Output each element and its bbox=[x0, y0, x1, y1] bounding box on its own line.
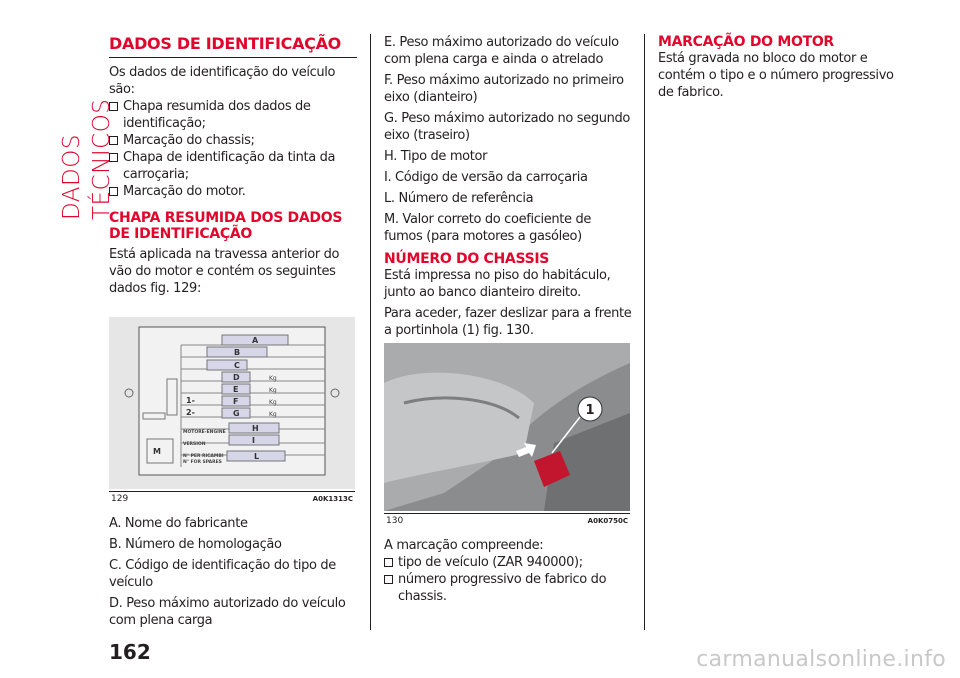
plate-field-d: D bbox=[233, 373, 240, 382]
unit-kg: Kg bbox=[269, 399, 277, 406]
plate-field-i: I bbox=[252, 436, 255, 445]
intro-text: Os dados de identificação do veículo são: bbox=[109, 65, 336, 97]
unit-kg: Kg bbox=[269, 411, 277, 418]
list-item: I. Código de versão da carroçaria bbox=[384, 170, 588, 185]
column-divider bbox=[644, 34, 645, 630]
page-number: 162 bbox=[109, 640, 151, 664]
body-text: Está aplicada na travessa anterior do vão do motor e contém os seguintes dados fig. 129: bbox=[109, 247, 340, 296]
plate-label: MOTORE-ENGINE bbox=[183, 430, 226, 435]
plate-field-f: F bbox=[233, 397, 239, 406]
list-item: G. Peso máximo autorizado no segundo eixo (traseiro) bbox=[384, 111, 631, 143]
list-item: número progressivo de fabrico do chassis. bbox=[384, 571, 632, 605]
column-1 bbox=[109, 34, 357, 629]
list-item: L. Número de referência bbox=[384, 191, 534, 206]
list-item: Marcação do motor. bbox=[109, 183, 357, 200]
axle-label-1: 1- bbox=[186, 396, 195, 405]
list-item: B. Número de homologação bbox=[109, 537, 282, 552]
column-2 bbox=[384, 34, 632, 605]
plate-field-h: H bbox=[252, 424, 259, 433]
body-text: Está impressa no piso do habitáculo, junto ao banco dianteiro direito. bbox=[384, 268, 611, 300]
list-item: Marcação do chassis; bbox=[109, 132, 357, 149]
plate-field-l: L bbox=[254, 452, 260, 461]
callout-number: 1 bbox=[585, 403, 595, 418]
plate-label: VERSION bbox=[183, 442, 206, 447]
figure-caption bbox=[384, 513, 630, 530]
column-divider bbox=[370, 34, 371, 630]
unit-kg: Kg bbox=[269, 375, 277, 382]
body-text: Está gravada no bloco do motor e contém o tipo e o número progressivo de fabrico. bbox=[658, 51, 894, 100]
figure-code: A0K0750C bbox=[587, 517, 628, 525]
side-section-title: DADOS TÉCNICOS bbox=[59, 98, 115, 220]
plate-field-a: A bbox=[252, 336, 259, 345]
figure-caption bbox=[109, 491, 355, 508]
figure-code: A0K1313C bbox=[312, 495, 353, 503]
figure-number: 130 bbox=[386, 516, 404, 526]
list-item: Chapa resumida dos dados de identificação; bbox=[109, 98, 357, 132]
figure-129 bbox=[109, 317, 355, 504]
body-text: A marcação compreende: bbox=[384, 538, 544, 553]
list-item: E. Peso máximo autorizado do veículo com plena carga e ainda o atrelado bbox=[384, 35, 619, 67]
list-item: A. Nome do fabricante bbox=[109, 516, 248, 531]
column-3 bbox=[658, 34, 906, 101]
chassis-photo-illustration bbox=[384, 343, 630, 511]
list-item: tipo de veículo (ZAR 940000); bbox=[384, 554, 632, 571]
sub-heading: MARCAÇÃO DO MOTOR bbox=[658, 34, 834, 50]
figure-130 bbox=[384, 343, 630, 526]
figure-number: 129 bbox=[111, 494, 129, 504]
unit-kg: Kg bbox=[269, 387, 277, 394]
list-item: F. Peso máximo autorizado no primeiro eixo (dianteiro) bbox=[384, 73, 624, 105]
axle-label-2: 2- bbox=[186, 408, 195, 417]
watermark-text: carmanualsonline.info bbox=[696, 647, 946, 672]
body-text: Para aceder, fazer deslizar para a frente a portinhola (1) fig. 130. bbox=[384, 306, 632, 338]
id-plate-illustration bbox=[109, 317, 355, 489]
list-item: C. Código de identificação do tipo de veículo bbox=[109, 558, 336, 590]
list-item: Chapa de identificação da tinta da carroçaria; bbox=[109, 149, 357, 183]
list-item: H. Tipo de motor bbox=[384, 149, 488, 164]
list-item: M. Valor correto do coeficiente de fumos (para motores a gasóleo) bbox=[384, 212, 592, 244]
plate-field-e: E bbox=[233, 385, 239, 394]
plate-field-g: G bbox=[233, 409, 240, 418]
list-item: D. Peso máximo autorizado do veículo com plena carga bbox=[109, 596, 346, 628]
sub-heading: CHAPA RESUMIDA DOS DADOS DE IDENTIFICAÇÃO bbox=[109, 210, 343, 242]
plate-label: N° PER RICAMBI bbox=[183, 454, 224, 459]
plate-label: N° FOR SPARES bbox=[183, 460, 222, 465]
plate-field-b: B bbox=[234, 348, 241, 357]
plate-badge-m: M bbox=[153, 447, 161, 456]
section-heading: DADOS DE IDENTIFICAÇÃO bbox=[109, 34, 357, 58]
plate-field-c: C bbox=[234, 361, 240, 370]
sub-heading: NÚMERO DO CHASSIS bbox=[384, 251, 550, 267]
